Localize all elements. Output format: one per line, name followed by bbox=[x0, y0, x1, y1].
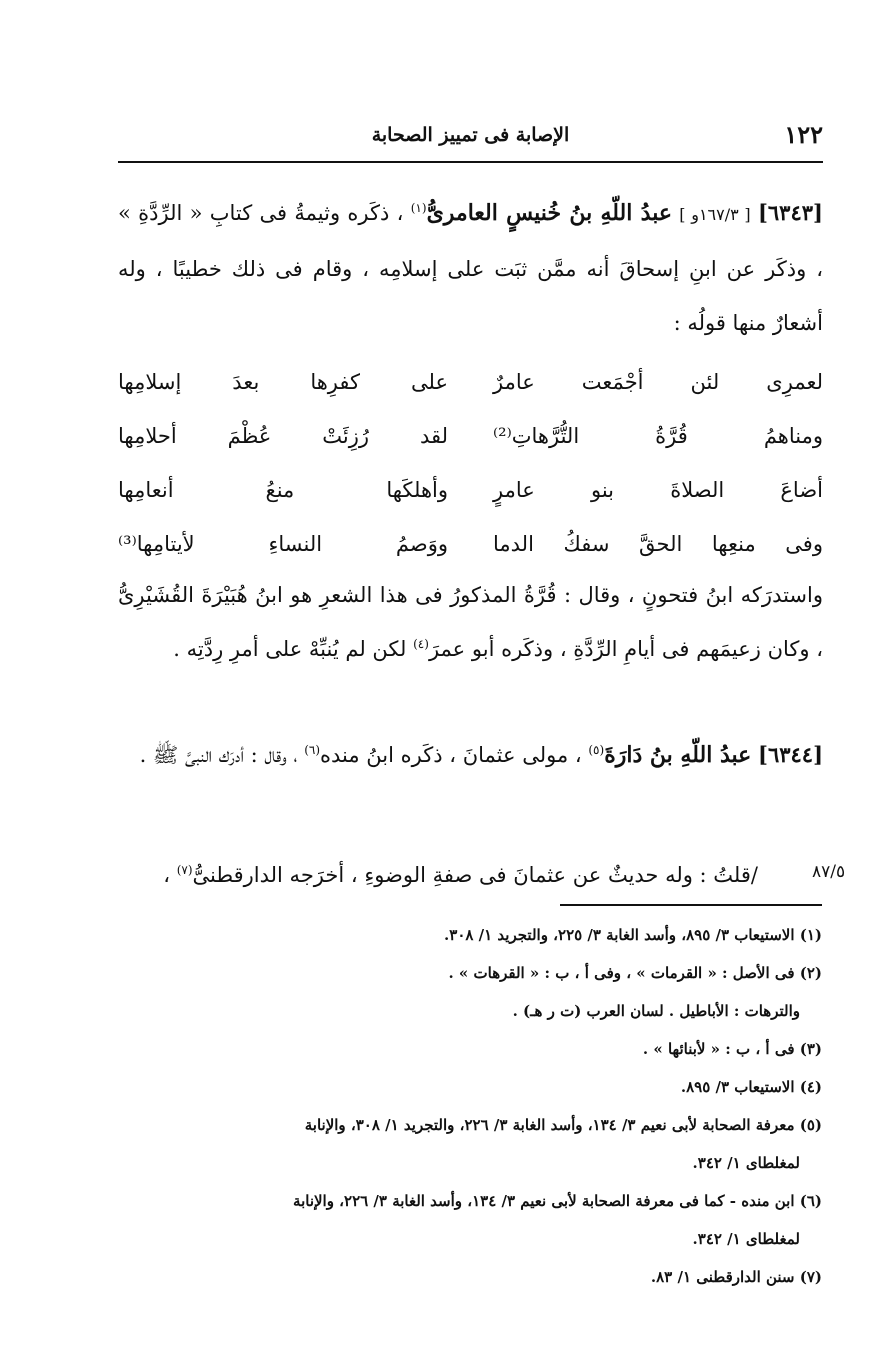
running-title: الإصابة فى تمييز الصحابة bbox=[371, 124, 570, 146]
entry-number: [٦٣٤٤] bbox=[758, 742, 823, 767]
paragraph-text: واستدرَكه ابنُ فتحونٍ ، وقال : قُرَّةُ المذكورُ فى هذا الشعرِ هو ابنُ هُبَيْرَةَ القُشَيْرِىُّ ، وكان زعيمَهم فى أيامِ الرِّدَّةِ ، وذكَره أبو عمرَ bbox=[118, 583, 823, 661]
verse-second-half: ووَصمُ النساءِ لأيتامِها⁽³⁾ bbox=[118, 532, 448, 556]
entry-number: [٦٣٤٣] bbox=[757, 200, 823, 225]
footnotes bbox=[110, 916, 822, 1296]
footnote-marker: (٤) bbox=[413, 637, 429, 651]
footnote-rule bbox=[560, 904, 822, 906]
manuscript-ref: [ ١٦٧/٣و ] bbox=[679, 205, 751, 224]
verse-second-half: لقد رُزِئَتْ عُظْمَ أحلامِها bbox=[118, 424, 448, 448]
verse bbox=[118, 468, 823, 522]
verse-first-half: ومناهمُ قُرَّةُ التُّرَّهاتِ⁽²⁾ bbox=[493, 424, 823, 448]
entry-name: عبدُ اللّهِ بنُ دَارَةَ bbox=[604, 742, 752, 768]
header-rule bbox=[118, 161, 823, 163]
footnote-marker: (١) bbox=[410, 201, 427, 215]
footnote: (٣) فى أ ، ب : « لأبنائها » . bbox=[642, 1040, 822, 1058]
margin-note: ٨٧/٥ bbox=[812, 862, 846, 882]
footnote-marker: (٧) bbox=[176, 863, 193, 877]
page-header bbox=[118, 118, 823, 162]
footnote: (٧) سنن الدارقطنى ١/ ٨٣. bbox=[650, 1268, 822, 1286]
entry-text: ، ذكَره وثيمةُ فى كتابِ « الرِّدَّةِ » ، وذكَر عن ابنِ إسحاقَ أنه ممَّن ثبَت على إسلامِه ، وقام فى ذلك خطيبًا ، وله أشعارٌ منها قولُه : bbox=[118, 201, 823, 335]
qult-paragraph bbox=[118, 848, 758, 902]
footnote-marker: (٥) bbox=[588, 743, 605, 757]
page-number: ١٢٢ bbox=[784, 120, 823, 149]
verse-first-half: وفى منعِها الحقَّ سفكُ الدما bbox=[493, 532, 823, 556]
verse bbox=[118, 360, 823, 414]
entry-6343 bbox=[118, 186, 823, 350]
verse-second-half: وأهلكَها منعُ أنعامِها bbox=[118, 478, 448, 502]
footnote: (٦) ابن منده - كما فى معرفة الصحابة لأبى نعيم ٣/ ١٣٤، وأسد الغابة ٣/ ٢٢٦، والإنابة bbox=[293, 1192, 822, 1210]
qult-text: /قلتُ : وله حديثٌ عن عثمانَ فى صفةِ الوضوءِ ، أخرَجه الدارقطنىُّ bbox=[192, 863, 758, 887]
footnote: (٤) الاستيعاب ٣/ ٨٩٥. bbox=[680, 1078, 822, 1096]
footnote: (٥) معرفة الصحابة لأبى نعيم ٣/ ١٣٤، وأسد الغابة ٣/ ٢٢٦، والتجريد ١/ ٣٠٨، والإنابة bbox=[304, 1116, 822, 1134]
verse-second-half: على كفرِها بعدَ إسلامِها bbox=[118, 370, 448, 394]
footnote-continuation: لمغلطاى ١/ ٣٤٢. bbox=[692, 1230, 800, 1248]
paragraph-tail: لكن لم يُنبِّهْ على أمرِ رِدَّتِه . bbox=[173, 637, 407, 661]
verse-first-half: أضاعَ الصلاةَ بنو عامرٍ bbox=[493, 478, 823, 502]
verse-first-half: لعمرِى لئن أجْمَعت عامرٌ bbox=[493, 370, 823, 394]
verse bbox=[118, 414, 823, 468]
qult-tail: ، bbox=[163, 863, 171, 887]
paragraph-istidrak bbox=[118, 568, 823, 676]
entry-name: عبدُ اللّهِ بنُ خُنيسٍ العامرىُّ bbox=[426, 200, 672, 226]
footnote-continuation: لمغلطاى ١/ ٣٤٢. bbox=[692, 1154, 800, 1172]
footnote: (٢) فى الأصل : « القرمات » ، وفى أ ، ب : « القرهات » . bbox=[448, 964, 822, 982]
entry-text-continued: ، وقال : أدرَك النبىَّ ﷺ . bbox=[139, 743, 298, 767]
poem bbox=[118, 360, 823, 576]
footnote: (١) الاستيعاب ٣/ ٨٩٥، وأسد الغابة ٣/ ٢٢٥، والتجريد ١/ ٣٠٨. bbox=[444, 926, 822, 944]
footnote-marker: (٦) bbox=[304, 743, 321, 757]
footnote-continuation: والترهات : الأباطيل . لسان العرب (ت ر هـ) . bbox=[512, 1002, 800, 1020]
entry-text: ، مولى عثمانَ ، ذكَره ابنُ منده bbox=[320, 743, 582, 767]
entry-6344 bbox=[118, 728, 823, 782]
